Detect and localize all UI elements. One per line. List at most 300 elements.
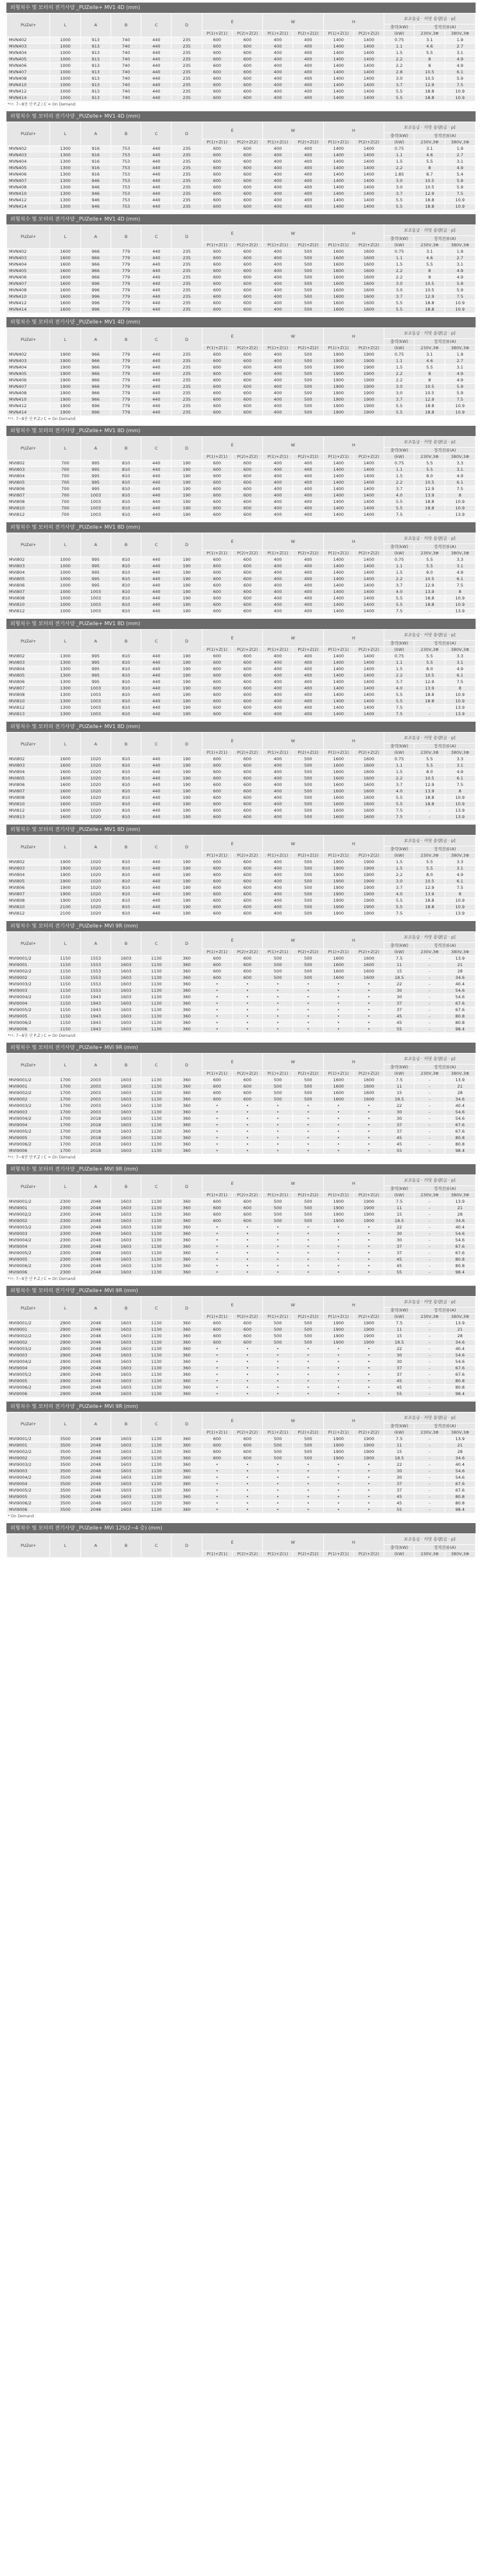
value-cell: 40.4 xyxy=(445,1225,475,1231)
value-cell: 500 xyxy=(293,378,323,384)
value-cell: - xyxy=(415,1443,445,1449)
model-cell: MVI9005/2 xyxy=(7,1007,50,1014)
value-cell: 37 xyxy=(384,1481,415,1488)
value-cell: 440 xyxy=(141,769,172,776)
value-cell: 1130 xyxy=(141,1449,172,1456)
header-a: A xyxy=(80,1054,111,1077)
value-cell: 1900 xyxy=(323,879,353,885)
value-cell: 810 xyxy=(111,570,141,576)
value-cell: 600 xyxy=(202,378,232,384)
value-cell: • xyxy=(232,1359,262,1366)
value-cell: 2018 xyxy=(80,1142,111,1148)
value-cell: • xyxy=(232,1014,262,1020)
value-cell: 400 xyxy=(293,666,323,673)
value-cell: - xyxy=(415,1257,445,1263)
value-cell: 1900 xyxy=(353,1449,384,1456)
value-cell: 1900 xyxy=(353,397,384,403)
value-cell: 1600 xyxy=(353,956,384,962)
header-motor-fla: 정격전류(A) xyxy=(415,1308,476,1314)
value-cell: 440 xyxy=(141,596,172,602)
header-h-sub2: P(2)+Z(2) xyxy=(353,1551,384,1558)
value-cell: 600 xyxy=(202,776,232,782)
header-motor-fla: 정격전류(A) xyxy=(415,1064,476,1071)
value-cell: • xyxy=(353,1359,384,1366)
value-cell: 400 xyxy=(293,44,323,50)
value-cell: 13.9 xyxy=(445,1199,475,1205)
value-cell: 3.3 xyxy=(445,557,475,563)
value-cell: 2.8 xyxy=(384,69,415,76)
value-cell: 4.9 xyxy=(445,769,475,776)
value-cell: 400 xyxy=(263,397,293,403)
model-cell: MVI9006/2 xyxy=(7,1501,50,1507)
header-motor-230v: 230V,3Φ xyxy=(415,1314,445,1320)
value-cell: 1600 xyxy=(353,776,384,782)
value-cell: 360 xyxy=(172,982,202,988)
value-cell: 1400 xyxy=(323,557,353,563)
value-cell: 1600 xyxy=(323,1090,353,1097)
value-cell: 4.0 xyxy=(384,891,415,898)
value-cell: 500 xyxy=(263,975,293,982)
value-cell: 1700 xyxy=(50,1122,80,1129)
header-c: C xyxy=(141,14,172,37)
model-cell: MVI807 xyxy=(7,891,50,898)
model-cell: MVI9001 xyxy=(7,1443,50,1449)
value-cell: 600 xyxy=(202,563,232,570)
value-cell: 235 xyxy=(172,365,202,371)
value-cell: 2003 xyxy=(80,1084,111,1090)
value-cell: 1600 xyxy=(323,300,353,307)
value-cell: 440 xyxy=(141,686,172,692)
value-cell: • xyxy=(323,1014,353,1020)
value-cell: 753 xyxy=(111,152,141,159)
value-cell: 600 xyxy=(232,801,262,808)
value-cell: 2.2 xyxy=(384,275,415,281)
value-cell: 400 xyxy=(263,172,293,178)
header-motor: 보조동급 · 카닷 용량[급 · p] xyxy=(384,1175,476,1186)
model-cell: MVN414 xyxy=(7,410,50,416)
header-motor-kw-unit: (kW) xyxy=(384,1551,415,1558)
value-cell: 400 xyxy=(293,653,323,660)
header-w-sub2: P(2)+Z(2) xyxy=(293,750,323,756)
value-cell: 235 xyxy=(172,352,202,358)
model-cell: MVI802 xyxy=(7,756,50,763)
value-cell: 2300 xyxy=(50,1244,80,1250)
value-cell: 3500 xyxy=(50,1456,80,1462)
table-row xyxy=(7,608,476,615)
model-cell: MVI813 xyxy=(7,711,50,718)
value-cell: 400 xyxy=(263,288,293,294)
value-cell: 600 xyxy=(232,975,262,982)
model-cell: MVN403 xyxy=(7,152,50,159)
value-cell: 1603 xyxy=(111,1488,141,1494)
value-cell: 1150 xyxy=(50,956,80,962)
value-cell: 10.5 xyxy=(415,384,445,390)
value-cell: 500 xyxy=(293,1084,323,1090)
value-cell: 1400 xyxy=(323,692,353,699)
table-row xyxy=(7,891,476,898)
model-cell: MVN414 xyxy=(7,307,50,313)
table-row xyxy=(7,686,476,692)
value-cell: 995 xyxy=(80,570,111,576)
header-c: C xyxy=(141,1534,172,1558)
table-row xyxy=(7,493,476,499)
model-cell: MVI805 xyxy=(7,480,50,486)
header-h: H xyxy=(323,1412,384,1430)
header-motor-kw: 출력(kW) xyxy=(384,744,415,750)
value-cell: - xyxy=(415,1110,445,1116)
value-cell: • xyxy=(263,1507,293,1513)
table-row xyxy=(7,666,476,673)
value-cell: 753 xyxy=(111,191,141,197)
value-cell: 235 xyxy=(172,371,202,378)
model-cell: MVN403 xyxy=(7,358,50,365)
table-row xyxy=(7,1122,476,1129)
value-cell: • xyxy=(323,1359,353,1366)
model-cell: MVI810 xyxy=(7,602,50,608)
header-motor-230v: 230V,3Φ xyxy=(415,140,445,146)
value-cell: 600 xyxy=(232,705,262,711)
header-w-sub2: P(2)+Z(2) xyxy=(293,454,323,461)
value-cell: 500 xyxy=(293,275,323,281)
value-cell: 600 xyxy=(232,506,262,512)
value-cell: • xyxy=(323,1238,353,1244)
value-cell: 1600 xyxy=(353,1097,384,1103)
value-cell: • xyxy=(202,1129,232,1135)
value-cell: 810 xyxy=(111,596,141,602)
value-cell: 1.1 xyxy=(384,255,415,262)
header-l: L xyxy=(50,533,80,557)
value-cell: 235 xyxy=(172,275,202,281)
value-cell: 1150 xyxy=(50,975,80,982)
value-cell: 400 xyxy=(263,371,293,378)
spec-section xyxy=(6,619,476,718)
value-cell: 600 xyxy=(202,159,232,165)
value-cell: • xyxy=(353,1481,384,1488)
value-cell: 190 xyxy=(172,711,202,718)
header-motor: 보조동급 · 카닷 용량[급 · p] xyxy=(384,733,476,744)
value-cell: 810 xyxy=(111,699,141,705)
value-cell: 440 xyxy=(141,711,172,718)
header-motor-380v: 380V,3Φ xyxy=(445,647,475,653)
value-cell: 440 xyxy=(141,801,172,808)
value-cell: 810 xyxy=(111,480,141,486)
value-cell: 4.9 xyxy=(445,570,475,576)
value-cell: 1400 xyxy=(323,499,353,506)
table-row xyxy=(7,1116,476,1122)
value-cell: - xyxy=(415,1378,445,1385)
value-cell: 2300 xyxy=(50,1270,80,1276)
value-cell: 1400 xyxy=(353,89,384,95)
value-cell: 600 xyxy=(232,69,262,76)
value-cell: 1600 xyxy=(323,294,353,300)
value-cell: 1130 xyxy=(141,1378,172,1385)
value-cell: 2048 xyxy=(80,1366,111,1372)
header-e: E xyxy=(202,1054,262,1071)
value-cell: 810 xyxy=(111,473,141,480)
value-cell: 1603 xyxy=(111,1346,141,1353)
value-cell: 1.5 xyxy=(384,859,415,866)
table-row xyxy=(7,1481,476,1488)
value-cell: 13.9 xyxy=(445,1320,475,1327)
header-e-sub1: P(1)+Z(1) xyxy=(202,345,232,352)
value-cell: 1400 xyxy=(323,666,353,673)
model-cell: MVN414 xyxy=(7,204,50,210)
value-cell: 1900 xyxy=(353,911,384,917)
value-cell: 1000 xyxy=(50,37,80,44)
value-cell: 1900 xyxy=(323,872,353,879)
value-cell: 1400 xyxy=(353,692,384,699)
table-row xyxy=(7,499,476,506)
footnote: *ㅁ: 7~8층 단 P,Z / C = On Demand xyxy=(8,102,76,107)
value-cell: 1400 xyxy=(323,711,353,718)
value-cell: 2048 xyxy=(80,1494,111,1501)
model-cell: MVI9005/2 xyxy=(7,1250,50,1257)
value-cell: • xyxy=(202,1353,232,1359)
value-cell: 1400 xyxy=(353,76,384,82)
value-cell: 1603 xyxy=(111,1110,141,1116)
header-model: PUZel+ xyxy=(7,328,50,352)
value-cell: 995 xyxy=(80,480,111,486)
value-cell: 190 xyxy=(172,679,202,686)
value-cell: 5.5 xyxy=(384,197,415,204)
value-cell: 440 xyxy=(141,63,172,69)
value-cell: 1900 xyxy=(323,898,353,904)
value-cell: • xyxy=(353,1385,384,1391)
value-cell: 34.6 xyxy=(445,1456,475,1462)
value-cell: 753 xyxy=(111,159,141,165)
header-motor-kw: 출력(kW) xyxy=(384,943,415,949)
value-cell: 22 xyxy=(384,1225,415,1231)
value-cell: 1300 xyxy=(50,705,80,711)
model-cell: MVI9001/2 xyxy=(7,1077,50,1084)
value-cell: 600 xyxy=(202,557,232,563)
header-e: E xyxy=(202,836,262,853)
value-cell: 440 xyxy=(141,570,172,576)
value-cell: 2.2 xyxy=(384,673,415,679)
model-cell: MVI9001 xyxy=(7,962,50,969)
value-cell: • xyxy=(263,1014,293,1020)
model-cell: MVI803 xyxy=(7,660,50,666)
value-cell: 18.8 xyxy=(415,410,445,416)
value-cell: 1130 xyxy=(141,1391,172,1398)
value-cell: 30 xyxy=(384,1468,415,1475)
value-cell: 4.9 xyxy=(445,872,475,879)
value-cell: • xyxy=(293,1270,323,1276)
value-cell: 235 xyxy=(172,384,202,390)
value-cell: 1600 xyxy=(353,249,384,255)
header-d: D xyxy=(172,328,202,352)
table-row xyxy=(7,1443,476,1449)
value-cell: 1300 xyxy=(50,165,80,172)
section-title: 외형치수 및 모터의 전기사양 _PUZelle+ MVI 12S(2~4 층) (mm) xyxy=(6,1523,476,1533)
value-cell: 600 xyxy=(202,589,232,596)
table-row xyxy=(7,583,476,589)
value-cell: 360 xyxy=(172,1270,202,1276)
value-cell: • xyxy=(293,988,323,994)
table-row xyxy=(7,763,476,769)
value-cell: 600 xyxy=(202,801,232,808)
header-h: H xyxy=(323,14,384,31)
value-cell: 1700 xyxy=(50,1116,80,1122)
value-cell: 5.5 xyxy=(384,89,415,95)
header-h: H xyxy=(323,122,384,140)
value-cell: 1600 xyxy=(353,756,384,763)
header-motor-230v: 230V,3Φ xyxy=(415,853,445,859)
value-cell: 22 xyxy=(384,1462,415,1468)
value-cell: 810 xyxy=(111,756,141,763)
value-cell: 1603 xyxy=(111,1212,141,1218)
header-motor-kw: 출력(kW) xyxy=(384,1545,415,1551)
model-cell: MVN408 xyxy=(7,288,50,294)
value-cell: 400 xyxy=(263,679,293,686)
value-cell: 40.4 xyxy=(445,1103,475,1110)
value-cell: 10.9 xyxy=(445,300,475,307)
value-cell: • xyxy=(202,1014,232,1020)
value-cell: 360 xyxy=(172,994,202,1001)
value-cell: 500 xyxy=(263,1449,293,1456)
value-cell: 600 xyxy=(232,1077,262,1084)
model-cell: MVI9002/2 xyxy=(7,1090,50,1097)
model-cell: MVI808 xyxy=(7,596,50,602)
value-cell: 1900 xyxy=(50,872,80,879)
table-row xyxy=(7,358,476,365)
value-cell: 400 xyxy=(293,159,323,165)
value-cell: 600 xyxy=(232,1090,262,1097)
value-cell: 400 xyxy=(263,891,293,898)
header-h: H xyxy=(323,630,384,647)
value-cell: 1300 xyxy=(50,686,80,692)
header-e-sub1: P(1)+Z(1) xyxy=(202,647,232,653)
value-cell: 10.9 xyxy=(445,699,475,705)
value-cell: 235 xyxy=(172,44,202,50)
value-cell: 1400 xyxy=(353,679,384,686)
value-cell: 55 xyxy=(384,1270,415,1276)
model-cell: MVI808 xyxy=(7,692,50,699)
value-cell: 440 xyxy=(141,660,172,666)
value-cell: 1020 xyxy=(80,904,111,911)
header-e-sub1: P(1)+Z(1) xyxy=(202,454,232,461)
value-cell: 1.1 xyxy=(384,563,415,570)
value-cell: 1603 xyxy=(111,1129,141,1135)
model-cell: MVI802 xyxy=(7,653,50,660)
value-cell: - xyxy=(415,975,445,982)
value-cell: 1400 xyxy=(353,63,384,69)
value-cell: 400 xyxy=(293,95,323,102)
value-cell: 10.5 xyxy=(415,673,445,679)
value-cell: 400 xyxy=(263,879,293,885)
value-cell: • xyxy=(202,1135,232,1142)
value-cell: 600 xyxy=(202,191,232,197)
value-cell: 440 xyxy=(141,782,172,789)
value-cell: 500 xyxy=(293,1436,323,1443)
value-cell: 30 xyxy=(384,1110,415,1116)
value-cell: - xyxy=(415,969,445,975)
table-row xyxy=(7,956,476,962)
value-cell: 10.9 xyxy=(445,602,475,608)
value-cell: 2900 xyxy=(50,1353,80,1359)
header-c: C xyxy=(141,533,172,557)
value-cell: 80.8 xyxy=(445,1142,475,1148)
value-cell: 500 xyxy=(293,1218,323,1225)
value-cell: 1603 xyxy=(111,1244,141,1250)
model-cell: MVI804 xyxy=(7,570,50,576)
value-cell: 5.5 xyxy=(415,467,445,473)
header-w: W xyxy=(263,328,323,345)
value-cell: • xyxy=(263,994,293,1001)
value-cell: 1000 xyxy=(50,44,80,50)
value-cell: 779 xyxy=(111,403,141,410)
value-cell: 600 xyxy=(202,76,232,82)
value-cell: 600 xyxy=(232,63,262,69)
value-cell: 946 xyxy=(80,191,111,197)
value-cell: 400 xyxy=(293,512,323,518)
value-cell: • xyxy=(293,1481,323,1488)
value-cell: 500 xyxy=(263,1212,293,1218)
value-cell: 600 xyxy=(202,294,232,300)
value-cell: 1400 xyxy=(323,570,353,576)
header-h-sub1: P(1)+Z(1) xyxy=(323,242,353,249)
header-h-sub1: P(1)+Z(1) xyxy=(323,31,353,37)
header-h-sub1: P(1)+Z(1) xyxy=(323,1314,353,1320)
value-cell: 1600 xyxy=(353,801,384,808)
value-cell: 235 xyxy=(172,204,202,210)
value-cell: 5.5 xyxy=(415,557,445,563)
value-cell: 5.5 xyxy=(415,563,445,570)
value-cell: • xyxy=(202,1103,232,1110)
header-b: B xyxy=(111,122,141,146)
value-cell: 1553 xyxy=(80,988,111,994)
value-cell: - xyxy=(415,1020,445,1027)
value-cell: 1900 xyxy=(323,1199,353,1205)
value-cell: 1000 xyxy=(50,69,80,76)
value-cell: 400 xyxy=(263,512,293,518)
value-cell: 440 xyxy=(141,37,172,44)
value-cell: 500 xyxy=(263,962,293,969)
value-cell: 1700 xyxy=(50,1129,80,1135)
value-cell: 810 xyxy=(111,898,141,904)
header-h-sub1: P(1)+Z(1) xyxy=(323,1192,353,1199)
value-cell: 2048 xyxy=(80,1501,111,1507)
header-w-sub1: P(1)+Z(1) xyxy=(263,454,293,461)
header-h-sub1: P(1)+Z(1) xyxy=(323,140,353,146)
value-cell: 995 xyxy=(80,666,111,673)
value-cell: • xyxy=(202,1244,232,1250)
value-cell: 600 xyxy=(232,563,262,570)
value-cell: • xyxy=(232,1391,262,1398)
header-e-sub2: P(2)+Z(2) xyxy=(232,345,262,352)
section-title: 외형치수 및 모터의 전기사양 _PUZelle+ MVI 9R (mm) xyxy=(6,921,476,931)
value-cell: 400 xyxy=(293,165,323,172)
value-cell: 1400 xyxy=(353,152,384,159)
table-row xyxy=(7,1225,476,1231)
value-cell: • xyxy=(263,1225,293,1231)
header-d: D xyxy=(172,533,202,557)
value-cell: 1603 xyxy=(111,1481,141,1488)
value-cell: • xyxy=(232,1103,262,1110)
header-h-sub2: P(2)+Z(2) xyxy=(353,1071,384,1077)
value-cell: 190 xyxy=(172,473,202,480)
header-b: B xyxy=(111,1297,141,1320)
value-cell: 2048 xyxy=(80,1378,111,1385)
value-cell: 740 xyxy=(111,89,141,95)
value-cell: - xyxy=(415,1391,445,1398)
value-cell: 440 xyxy=(141,808,172,814)
header-w: W xyxy=(263,225,323,242)
model-cell: MVI9001 xyxy=(7,1327,50,1333)
header-h-sub1: P(1)+Z(1) xyxy=(323,647,353,653)
header-h-sub1: P(1)+Z(1) xyxy=(323,1071,353,1077)
value-cell: - xyxy=(415,1456,445,1462)
